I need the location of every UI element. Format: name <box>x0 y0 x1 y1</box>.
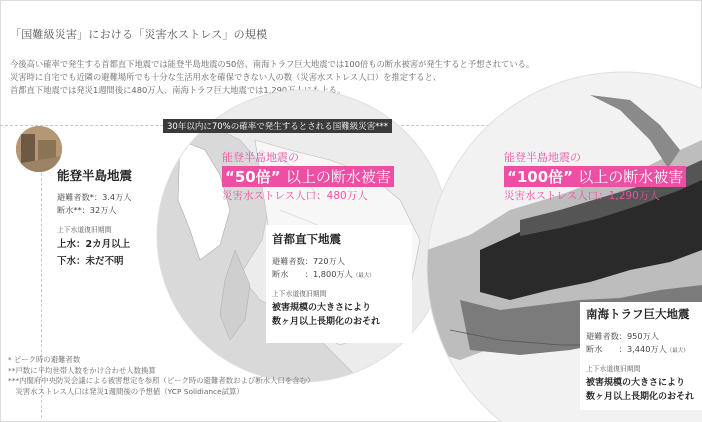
footnote: ***内閣府中央防災会議による被害想定を参照（ピーク時の避難者数および断水人口を含む） <box>8 376 315 385</box>
nankai-multiplier-suffix: 以上の断水被害 <box>578 168 684 186</box>
footnote: * ピーク時の避難者数 <box>8 355 81 364</box>
noto-stats: 避難者数*：3.4万人 断水**：32万人 上下水道復旧期間 上水：2カ月以上 下水：未だ不明 <box>57 192 167 267</box>
noto-water-cut-value: 32万人 <box>89 205 117 215</box>
tokyo-stress-label: 災害水ストレス人口：480万人 <box>222 190 368 202</box>
nankai-compare-label: 能登半島地震の <box>504 151 581 164</box>
nankai-stress-label: 災害水ストレス人口：1,290万人 <box>504 190 660 202</box>
noto-evacuees-value: 3.4万人 <box>102 192 132 202</box>
noto-title: 能登半島地震 <box>57 168 133 183</box>
footnotes <box>8 355 314 397</box>
tokyo-recovery-label: 上下水道復旧期間 <box>272 290 327 298</box>
tokyo-water-cut-label: 断水 <box>272 269 289 279</box>
tokyo-title: 首都直下地震 <box>272 232 341 246</box>
nankai-recovery-line: 被害規模の大きさにより <box>586 378 686 388</box>
nankai-multiplier-banner <box>504 166 686 187</box>
nankai-evacuees-label: 避難者数 <box>586 331 619 341</box>
nankai-title: 南海トラフ巨大地震 <box>586 307 690 321</box>
tokyo-recovery-line: 数ヶ月以上長期化のおそれ <box>272 317 381 327</box>
nankai-card: 南海トラフ巨大地震 避難者数：950万人 断水 ：3,440万人（最大） 上下水道復旧期間 被害規模の大きさにより 数ヶ月以上長期化のおそれ <box>580 302 702 410</box>
tokyo-recovery-line: 被害規模の大きさにより <box>272 303 372 313</box>
nankai-recovery-label: 上下水道復旧期間 <box>586 365 641 373</box>
tokyo-water-cut-value: 1,800万人 <box>312 269 353 279</box>
tokyo-multiplier-banner <box>222 166 394 187</box>
tokyo-compare-label: 能登半島地震の <box>222 151 299 164</box>
nankai-multiplier: “100倍” <box>507 168 574 186</box>
noto-evacuees-label: 避難者数* <box>57 192 94 202</box>
damage-photo-icon <box>16 126 62 172</box>
noto-water-cut-label: 断水** <box>57 205 82 215</box>
intro-line: 今後高い確率で発生する首都直下地震では能登半島地震の50倍、南海トラフ巨大地震では100倍もの断水被害が発生すると予想されている。 <box>10 59 535 69</box>
noto-water-supply: 上水：2カ月以上 <box>57 239 131 250</box>
tokyo-headline <box>222 149 394 203</box>
nankai-recovery-line: 数ヶ月以上長期化のおそれ <box>586 392 695 402</box>
noto-recovery-label: 上下水道復旧期間 <box>57 226 112 234</box>
nankai-evacuees-value: 950万人 <box>626 331 659 341</box>
noto-photo <box>16 126 62 172</box>
nankai-headline <box>504 149 702 203</box>
footnote: 災害水ストレス人口は発災1週間後の予想値（YCP Solidiance試算） <box>8 386 244 396</box>
intro-line: 災害時に自宅でも近隣の避難場所でも十分な生活用水を確保できない人の数（災害水ストレス人口）を推定すると、 <box>10 72 442 82</box>
page-title: 「国難級災害」における「災害水ストレス」の規模 <box>10 28 268 41</box>
nankai-water-cut-label: 断水 <box>586 344 603 354</box>
tokyo-evacuees-value: 720万人 <box>312 256 345 266</box>
footnote: **戸数に平均世帯人数をかけ合わせ人数換算 <box>8 365 156 375</box>
banner-label: 30年以内に70%の確率で発生するとされる国難級災害*** <box>163 119 392 133</box>
tokyo-card: 首都直下地震 避難者数：720万人 断水 ：1,800万人（最大） 上下水道復旧期間 被害規模の大きさにより 数ヶ月以上長期化のおそれ <box>266 225 412 343</box>
nankai-water-cut-note: （最大） <box>666 348 689 354</box>
noto-sewer: 下水：未だ不明 <box>57 256 124 267</box>
intro-line: 首都直下地震では発災1週間後に480万人、南海トラフ巨大地震では1,290万人にも上る。 <box>10 85 346 95</box>
tokyo-water-cut-note: （最大） <box>352 273 375 279</box>
tokyo-evacuees-label: 避難者数 <box>272 256 305 266</box>
tokyo-multiplier: “50倍” <box>225 168 281 186</box>
nankai-water-cut-value: 3,440万人 <box>626 344 667 354</box>
tokyo-multiplier-suffix: 以上の断水被害 <box>285 168 391 186</box>
